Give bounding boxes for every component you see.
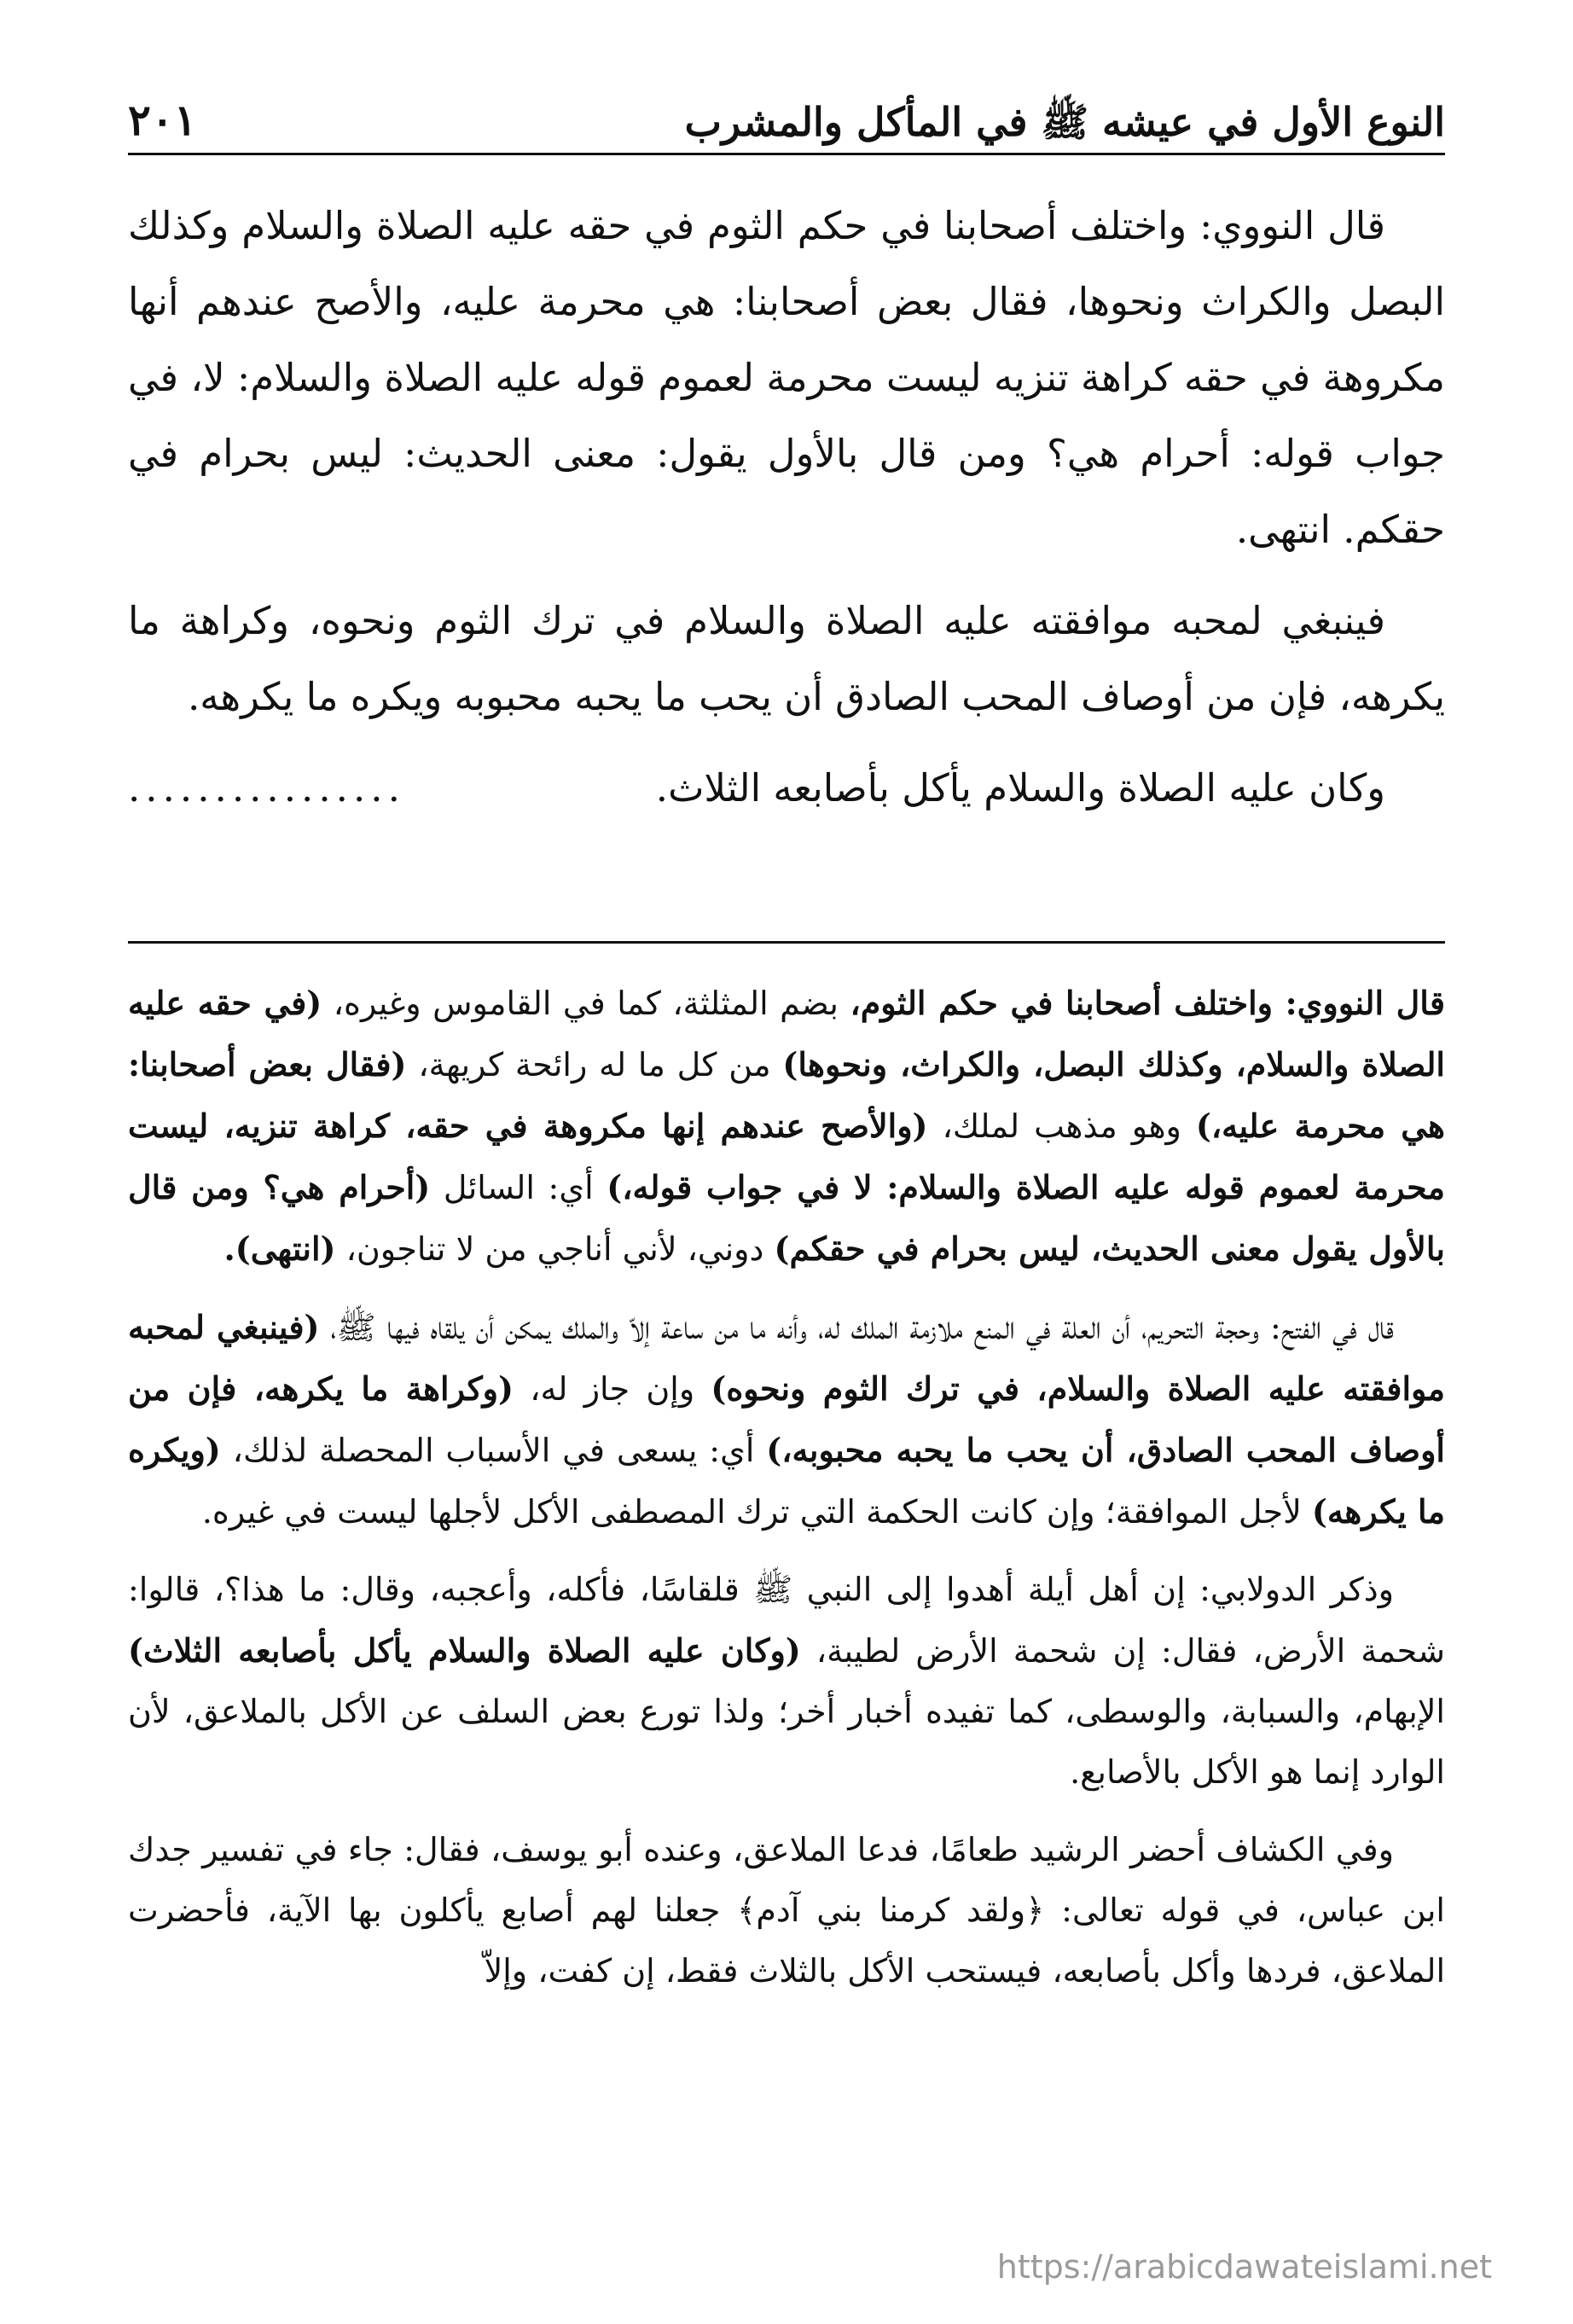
chapter-title: النوع الأول في عيشه ﷺ في المأكل والمشرب [684, 98, 1445, 145]
commentary-text: أي: السائل [430, 1169, 607, 1206]
quoted-main-text: (أحرام هي؟ ومن قال بالأول يقول معنى الحديث، ليس بحرام في حقكم) [128, 1168, 1445, 1268]
commentary-text: وذكر الدولابي: إن أهل أيلة أهدوا إلى النبي ﷺ قلقاسًا، فأكله، وأعجبه، وقال: ما هذا؟، قالوا: شحمة الأرض، فقال: إن شحمة الأرض لطيبة، [128, 1571, 1446, 1670]
commentary-text: بضم المثلثة، كما في القاموس وغيره، [322, 985, 850, 1022]
quoted-main-text: (في حقه عليه الصلاة والسلام، وكذلك البصل، والكراث، ونحوها) [128, 984, 1445, 1084]
commentary-text: وهو مذهب لملك، [927, 1107, 1196, 1145]
commentary-text: الإبهام، والسبابة، والوسطى، كما تفيده أخبار أخر؛ ولذا تورع بعض السلف عن الأكل بالملاعق، لأن الوارد إنما هو الأكل بالأصابع. [128, 1693, 1445, 1791]
commentary-paragraph [128, 1820, 1445, 2002]
quoted-main-text: قال النووي: واختلف أصحابنا في حكم الثوم، [850, 984, 1445, 1022]
quoted-main-text: (فقال بعض أصحابنا: هي محرمة عليه،) [128, 1045, 1445, 1145]
quoted-main-text: (انتهى). [223, 1229, 336, 1268]
running-header [128, 82, 1445, 155]
commentary-paragraph [128, 973, 1445, 1280]
quoted-main-text: (وكراهة ما يكرهه، فإن من أوصاف المحب الصادق، أن يحب ما يحبه محبوبه،) [128, 1369, 1445, 1469]
quoted-main-text: (ويكره ما يكرهه) [128, 1431, 1445, 1531]
quoted-main-text: (والأصح عندهم إنها مكروهة في حقه، كراهة تنزيه، ليست محرمة لعموم قوله عليه الصلاة والسلام: لا في جواب قوله،) [128, 1107, 1445, 1206]
main-last-line: وكان عليه الصلاة والسلام يأكل بأصابعه الثلاث. [655, 765, 1385, 810]
footnote-separator [128, 941, 1445, 944]
continuation-dots: ................ [128, 765, 405, 810]
quoted-main-text: (وكان عليه الصلاة والسلام يأكل بأصابعه الثلاث) [128, 1631, 801, 1670]
main-text [128, 188, 1445, 841]
page-number: ٢٠١ [128, 95, 197, 145]
commentary-paragraph [128, 1297, 1445, 1543]
commentary-text: أي: يسعى في الأسباب المحصلة لذلك، [220, 1432, 767, 1469]
main-paragraph: قال النووي: واختلف أصحابنا في حكم الثوم في حقه عليه الصلاة والسلام وكذلك البصل والكراث ونحوها، فقال بعض أصحابنا: هي محرمة عليه، والأصح عندهم أنها مكروهة في حقه كراهة تنزيه ليست محرمة لعموم قوله عليه الصلاة والسلام: لا، في جواب قوله: أحرام هي؟ ومن قال بالأول يقول: معنى الحديث: ليس بحرام في حقكم. انتهى. [128, 203, 1445, 552]
quoted-main-text: (فينبغي لمحبه موافقته عليه الصلاة والسلام، في ترك الثوم ونحوه) [128, 1308, 1445, 1408]
commentary-text: وفي الكشاف أحضر الرشيد طعامًا، فدعا الملاعق، وعنده أبو يوسف، فقال: جاء في تفسير جدك ابن عباس، في قوله تعالى: ﴿ولقد كرمنا بني آدم﴾ جعلنا لهم أصابع يأكلون بها الآية، فأحضرت الملاعق، فردها وأكل بأصابعه، فيستحب الأكل بالثلاث فقط، إن كفت، وإلاّ [128, 1831, 1445, 1990]
commentary-text: دوني، لأني أناجي من لا تناجون، [335, 1230, 775, 1268]
commentary-text: وإن جاز له، [514, 1370, 711, 1408]
commentary-text: من كل ما له رائحة كريهة، [406, 1046, 783, 1084]
commentary [128, 973, 1445, 2019]
commentary-text: قال في الفتح: وحجة التحريم، أن العلة في المنع ملازمة الملك له، وأنه ما من ساعة إلاّ والملك يمكن أن يلقاه فيها ﷺ، [319, 1309, 1394, 1346]
commentary-paragraph [128, 1560, 1445, 1803]
watermark-url: https://arabicdawateislami.net [996, 2248, 1492, 2286]
main-paragraph-last [128, 750, 1445, 826]
commentary-text: لأجل الموافقة؛ وإن كانت الحكمة التي ترك المصطفى الأكل لأجلها ليست في غيره. [201, 1493, 1312, 1531]
main-paragraph: فينبغي لمحبه موافقته عليه الصلاة والسلام في ترك الثوم ونحوه، وكراهة ما يكرهه، فإن من أوصاف المحب الصادق أن يحب ما يحبه محبوبه ويكره ما يكرهه. [128, 598, 1445, 719]
